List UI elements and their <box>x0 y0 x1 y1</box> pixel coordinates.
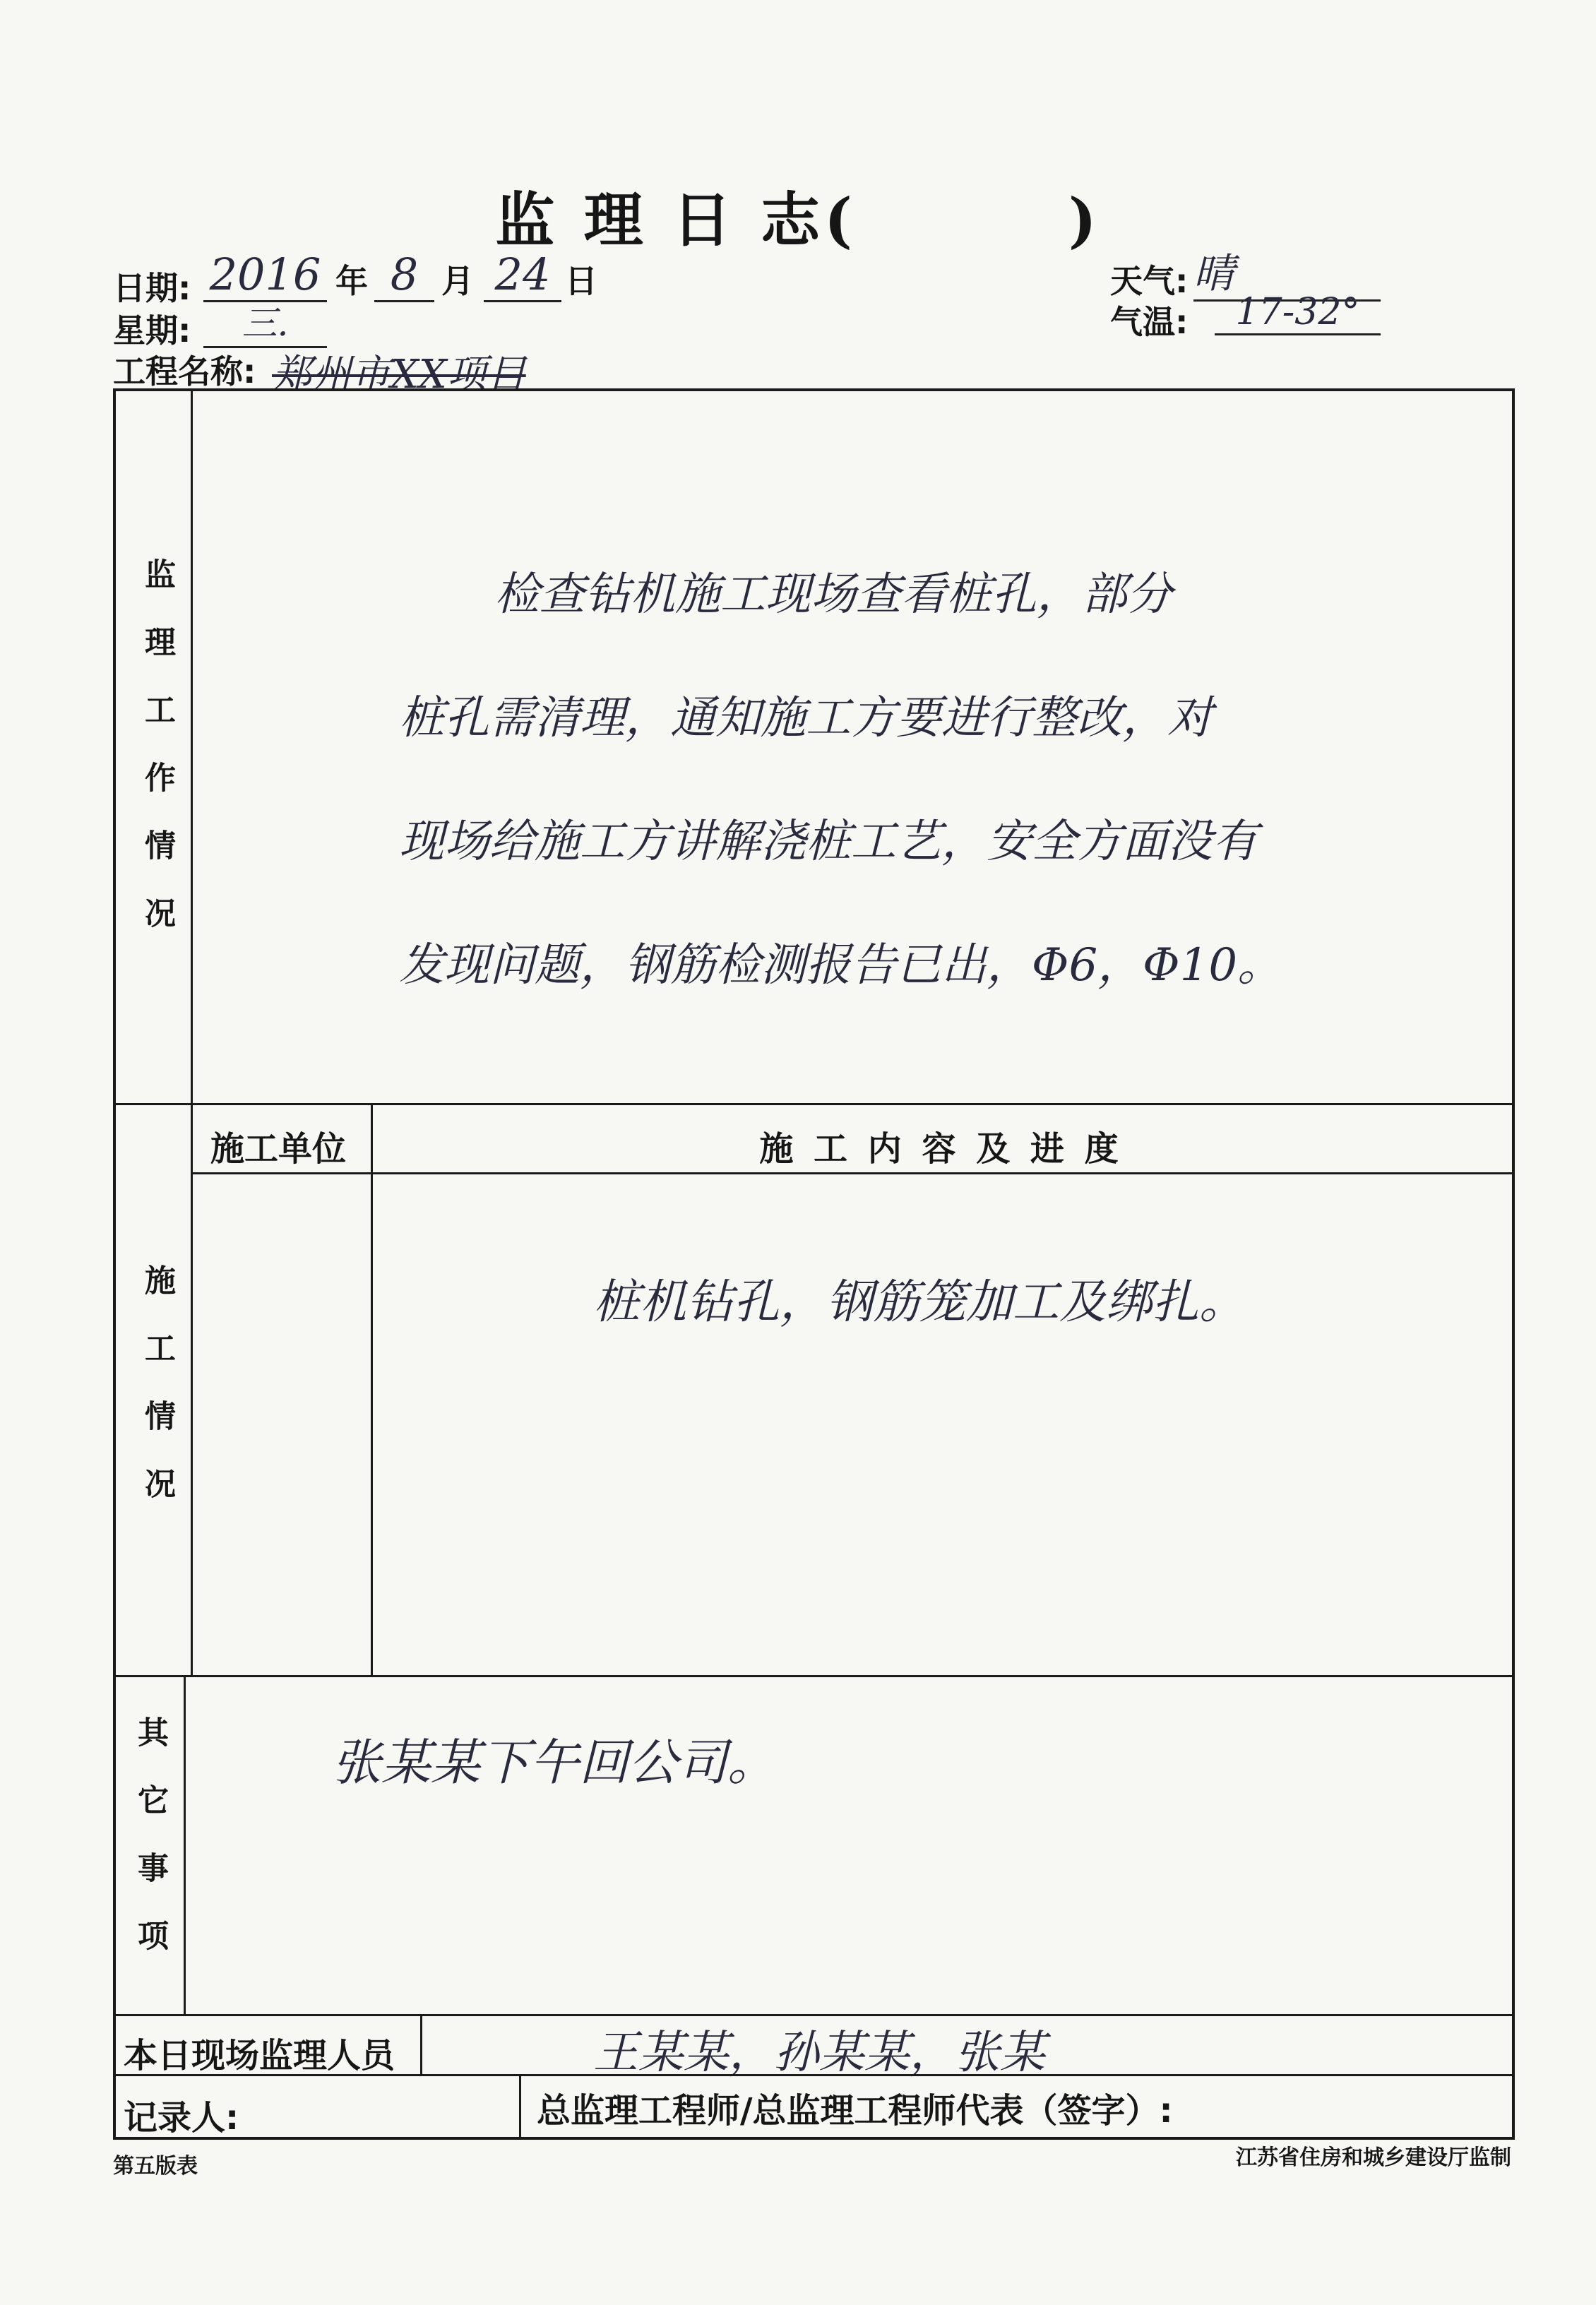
construction-unit-header: 施工单位 <box>210 1129 347 1169</box>
project-name-label: 工程名称: <box>113 352 256 391</box>
staff-bottom-rule <box>114 2074 1513 2076</box>
date-year: 2016 <box>203 249 327 302</box>
temperature-value: 17-32° <box>1215 291 1381 335</box>
supervision-line-2: 桩孔需清理，通知施工方要进行整改，对 <box>399 692 1213 744</box>
year-unit: 年 <box>335 262 368 300</box>
form-title-text: 监 理 日 志 <box>495 185 825 255</box>
other-content: 张某某下午回公司。 <box>332 1734 777 1792</box>
weather-label: 天气: <box>1110 262 1189 300</box>
other-divider <box>184 1675 186 2014</box>
weather-value: 晴 <box>1193 240 1381 302</box>
record-divider <box>519 2074 521 2138</box>
construction-header-rule <box>192 1172 1513 1174</box>
weekday-value: 三. <box>203 295 327 348</box>
supervision-section-label: 监理工作情况 <box>139 558 175 965</box>
supervision-line-3: 现场给施工方讲解浇桩工艺，安全方面没有 <box>399 816 1258 868</box>
title-close-paren: ) <box>1068 185 1101 255</box>
date-label: 日期: <box>113 269 191 307</box>
project-name-value: 郑州市XX项目 <box>272 352 526 398</box>
supervision-line-1: 检查钻机施工现场查看桩孔，部分 <box>494 568 1172 621</box>
supervision-bottom-rule <box>114 1103 1513 1105</box>
date-day: 24 <box>484 249 561 302</box>
day-unit: 日 <box>565 262 597 300</box>
staff-label: 本日现场监理人员 <box>124 2036 395 2075</box>
chief-engineer-label: 总监理工程师/总监理工程师代表（签字）: <box>537 2091 1173 2131</box>
construction-content: 桩机钻孔，钢筋笼加工及绑扎。 <box>593 1275 1246 1329</box>
issuing-authority: 江苏省住房和城乡建设厅监制 <box>1236 2145 1511 2170</box>
supervision-divider <box>191 390 193 1103</box>
construction-unit-divider <box>371 1103 373 1675</box>
staff-names: 王某某，孙某某，张某 <box>593 2027 1045 2079</box>
construction-section-label: 施工情况 <box>139 1264 175 1535</box>
construction-content-header: 施 工 内 容 及 进 度 <box>759 1129 1123 1169</box>
staff-divider <box>420 2014 422 2074</box>
other-section-label: 其它事项 <box>132 1716 168 1987</box>
form-version: 第五版表 <box>113 2154 198 2179</box>
supervision-line-4: 发现问题，钢筋检测报告已出，Φ6，Φ10。 <box>399 939 1283 991</box>
month-unit: 月 <box>441 262 474 300</box>
weekday-label: 星期: <box>113 311 191 350</box>
temperature-label: 气温: <box>1110 303 1189 341</box>
recorder-label: 记录人: <box>124 2098 239 2138</box>
construction-bottom-rule <box>114 1675 1513 1677</box>
date-month: 8 <box>374 249 434 302</box>
construction-left-divider <box>191 1103 193 1675</box>
title-open-paren: ( <box>824 185 857 255</box>
